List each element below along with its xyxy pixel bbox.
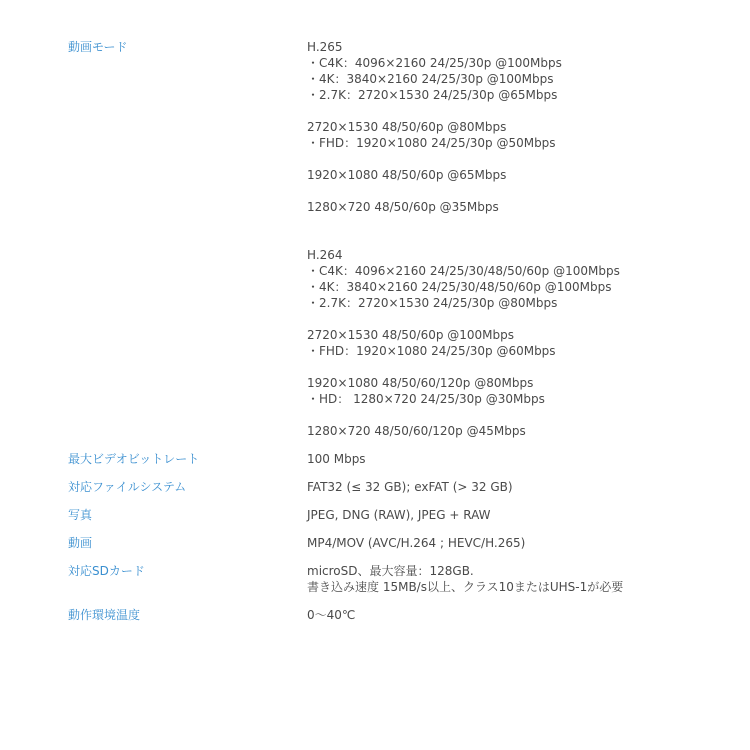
spec-value-sd-card bbox=[307, 563, 623, 595]
spec-line: 2720×1530 48/50/60p @100Mbps bbox=[307, 328, 515, 342]
spec-label-video-format: 動画 bbox=[68, 536, 93, 550]
spec-line: 1280×720 48/50/60/120p @45Mbps bbox=[307, 424, 526, 438]
spec-label-max-bitrate: 最大ビデオビットレート bbox=[68, 452, 200, 466]
spec-line: microSD、最大容量：128GB. bbox=[307, 564, 474, 578]
spec-label-operating-temp: 動作環境温度 bbox=[68, 608, 141, 622]
spec-line: ・2.7K：2720×1530 24/25/30p @80Mbps bbox=[307, 296, 558, 310]
spec-value-file-system: FAT32 (≤ 32 GB); exFAT (> 32 GB) bbox=[307, 480, 513, 494]
spec-label-sd-card: 対応SDカード bbox=[68, 564, 145, 578]
spec-line: ・FHD：1920×1080 24/25/30p @50Mbps bbox=[307, 136, 556, 150]
spec-value-operating-temp: 0～40℃ bbox=[307, 608, 356, 622]
spec-value-video-format: MP4/MOV (AVC/H.264 ; HEVC/H.265) bbox=[307, 536, 526, 550]
spec-line: H.264 bbox=[307, 248, 343, 262]
spec-line: ・C4K：4096×2160 24/25/30p @100Mbps bbox=[307, 56, 562, 70]
spec-value-photo: JPEG, DNG (RAW), JPEG + RAW bbox=[307, 508, 491, 522]
spec-line: 1280×720 48/50/60p @35Mbps bbox=[307, 200, 499, 214]
spec-line: 1920×1080 48/50/60p @65Mbps bbox=[307, 168, 507, 182]
spec-value-video-mode bbox=[307, 39, 620, 439]
spec-label-photo: 写真 bbox=[68, 508, 93, 522]
spec-line: 1920×1080 48/50/60/120p @80Mbps bbox=[307, 376, 534, 390]
spec-value-max-bitrate: 100 Mbps bbox=[307, 452, 366, 466]
spec-line: ・HD： 1280×720 24/25/30p @30Mbps bbox=[307, 392, 545, 406]
spec-line: ・C4K：4096×2160 24/25/30/48/50/60p @100Mbps bbox=[307, 264, 620, 278]
spec-line: ・FHD：1920×1080 24/25/30p @60Mbps bbox=[307, 344, 556, 358]
spec-label-file-system: 対応ファイルシステム bbox=[68, 480, 187, 494]
spec-line: 2720×1530 48/50/60p @80Mbps bbox=[307, 120, 507, 134]
spec-line: ・4K：3840×2160 24/25/30p @100Mbps bbox=[307, 72, 554, 86]
spec-label-video-mode: 動画モード bbox=[68, 40, 128, 54]
spec-line: 書き込み速度 15MB/s以上、クラス10またはUHS-1が必要 bbox=[307, 580, 624, 594]
spec-line: H.265 bbox=[307, 40, 343, 54]
spec-line: ・4K：3840×2160 24/25/30/48/50/60p @100Mbps bbox=[307, 280, 612, 294]
spec-line: ・2.7K：2720×1530 24/25/30p @65Mbps bbox=[307, 88, 558, 102]
